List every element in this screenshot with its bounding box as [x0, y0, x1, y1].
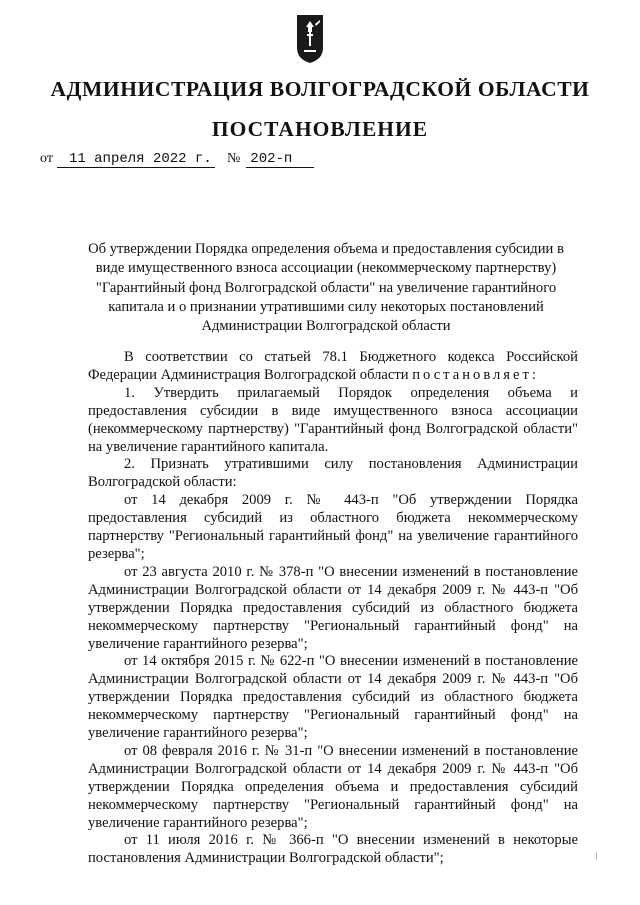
decree-date: 11 апреля 2022 г. — [57, 152, 215, 168]
document-type-title: ПОСТАНОВЛЕНИЕ — [211, 117, 429, 141]
repealed-item-5: от 11 июля 2016 г. № 366-п "О внесении изменений в некоторые постановления Администрации Волгоградской области"; — [88, 832, 578, 867]
date-prefix: от — [40, 151, 53, 166]
volgograd-emblem-icon — [296, 14, 324, 64]
preamble-text: В соответствии со статьей 78.1 Бюджетного кодекса Российской Федерации Администрация Волгоградской области — [88, 349, 578, 383]
body-paragraph-1: 1. Утвердить прилагаемый Порядок определения объема и предоставления субсидии в виде имущественного взноса ассоциации (некоммерческому партнерству) "Гарантийный фонд Волгоградской области" на увеличение гарантийного капитала. — [88, 384, 578, 455]
repealed-item-1: от 14 декабря 2009 г. № 443-п "Об утверждении Порядка предоставления субсидий из областного бюджета некоммерческому партнерству "Региональный гарантийный фонд" на увеличение гарантийного резерва"; — [88, 492, 578, 562]
body-paragraph-2: 2. Признать утратившими силу постановления Администрации Волгоградской области: — [88, 456, 578, 491]
repealed-item-2: от 23 августа 2010 г. № 378-п "О внесении изменений в постановление Администрации Волгоградской области от 14 декабря 2009 г. № 443-п "Об утверждении Порядка предоставления субсидий из областного бюджета некоммерческому партнерству "Региональный гарантийный фонд" на увеличение гарантийного резерва"; — [88, 563, 578, 652]
preamble-paragraph — [88, 349, 578, 385]
preamble-decision-word: постановляет: — [412, 366, 539, 383]
repealed-item-3: от 14 октября 2015 г. № 622-п "О внесении изменений в постановление Администрации Волгоградской области от 14 декабря 2009 г. № 443-п "Об утверждении Порядка предоставления субсидий из областного бюджета некоммерческому партнерству "Региональный гарантийный фонд" на увеличение гарантийного резерва"; — [88, 653, 578, 742]
number-label: № — [226, 151, 241, 166]
decree-subject: Об утверждении Порядка определения объема и предоставления субсидии в виде имущественного взноса ассоциации (некоммерческому партнерству) "Гарантийный фонд Волгоградской области" на увеличение гарантийного капитала и о признании утратившими силу некоторых постановлений Администрации Волгоградской области — [88, 241, 564, 335]
administration-title: АДМИНИСТРАЦИЯ ВОЛГОГРАДСКОЙ ОБЛАСТИ — [50, 77, 590, 101]
repealed-item-4: от 08 февраля 2016 г. № 31-п "О внесении изменений в постановление Администрации Волгоградской области от 14 декабря 2009 г. № 443-п "Об утверждении Порядка определения объема и предоставления субсидий некоммерческому партнерству "Региональный гарантийный фонд" на увеличение гарантийного резерва"; — [88, 742, 578, 831]
document-body — [88, 349, 578, 868]
scan-margin-mark — [596, 852, 597, 860]
date-number-line — [40, 151, 314, 168]
decree-number: 202-п — [246, 152, 314, 168]
